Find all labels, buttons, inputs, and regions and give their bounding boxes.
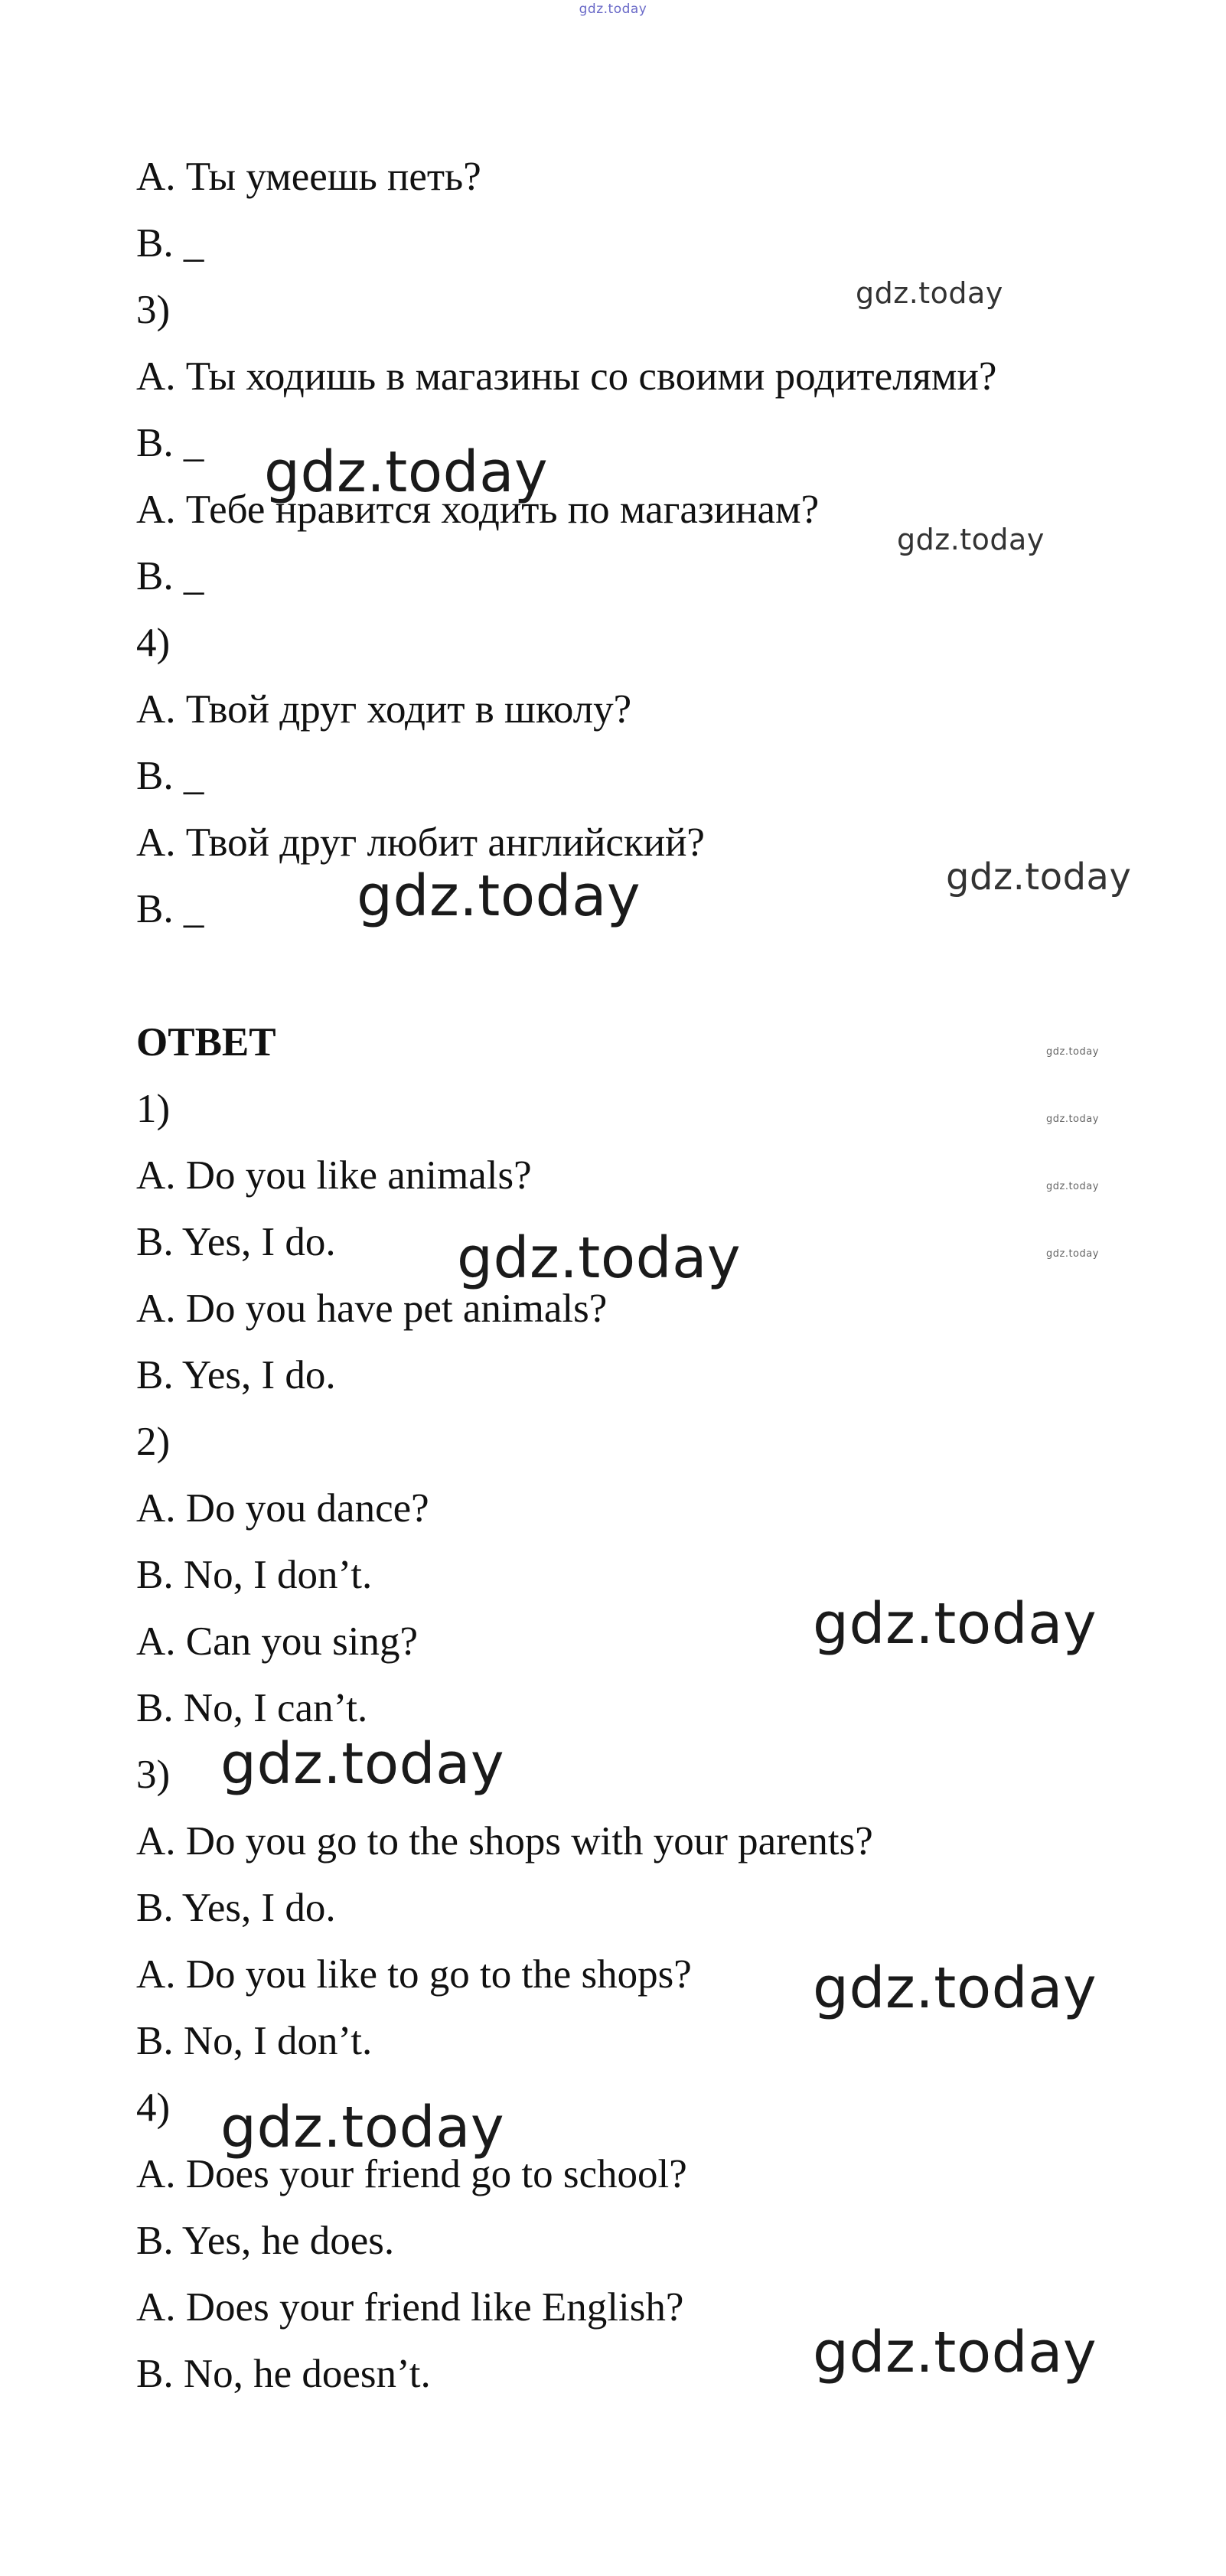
answer-line: 1) [136, 1087, 171, 1131]
question-line: B. _ [136, 221, 204, 266]
question-line: B. _ [136, 421, 204, 465]
answer-line: B. Yes, I do. [136, 1886, 336, 1930]
answer-line: B. No, he doesn’t. [136, 2352, 431, 2396]
question-line: A. Ты ходишь в магазины со своими родителями? [136, 354, 997, 399]
watermark: gdz.today [1046, 1114, 1099, 1125]
watermark: gdz.today [813, 1955, 1097, 2021]
watermark: gdz.today [357, 863, 641, 929]
watermark: gdz.today [1046, 1046, 1099, 1058]
question-line: A. Твой друг любит английский? [136, 820, 705, 865]
answer-line: B. Yes, I do. [136, 1353, 336, 1397]
answer-line: B. No, I can’t. [136, 1686, 368, 1730]
watermark: gdz.today [264, 439, 549, 505]
answer-line: B. Yes, he does. [136, 2219, 395, 2263]
header-watermark: gdz.today [579, 2, 647, 17]
answer-line: A. Does your friend go to school? [136, 2152, 687, 2196]
answer-line: A. Do you go to the shops with your parents? [136, 1819, 873, 1864]
question-line: B. _ [136, 887, 204, 931]
answer-line: A. Can you sing? [136, 1619, 419, 1664]
question-line: A. Тебе нравится ходить по магазинам? [136, 487, 820, 532]
watermark: gdz.today [1046, 1181, 1099, 1192]
watermark: gdz.today [220, 1731, 505, 1797]
question-line: A. Твой друг ходит в школу? [136, 687, 632, 732]
answer-heading: ОТВЕТ [136, 1020, 276, 1065]
watermark: gdz.today [856, 276, 1003, 310]
answer-line: A. Do you like to go to the shops? [136, 1952, 692, 1997]
answer-line: A. Do you have pet animals? [136, 1286, 608, 1331]
watermark: gdz.today [813, 2320, 1097, 2385]
question-line: B. _ [136, 554, 204, 598]
watermark: gdz.today [457, 1225, 742, 1291]
watermark: gdz.today [897, 523, 1045, 556]
watermark: gdz.today [946, 856, 1132, 898]
question-line: A. Ты умеешь петь? [136, 155, 481, 199]
question-line: 4) [136, 621, 171, 665]
watermark: gdz.today [220, 2095, 505, 2160]
answer-line: 3) [136, 1753, 171, 1797]
section-gap [136, 943, 1131, 1009]
watermark: gdz.today [813, 1591, 1097, 1657]
question-line: B. _ [136, 754, 204, 798]
answer-line: B. Yes, I do. [136, 1220, 336, 1264]
watermark: gdz.today [1046, 1248, 1099, 1260]
question-line: 3) [136, 288, 171, 332]
answer-line: A. Do you like animals? [136, 1153, 532, 1198]
answer-line: B. No, I don’t. [136, 2019, 373, 2063]
answer-line: A. Does your friend like English? [136, 2285, 684, 2330]
answer-line: 4) [136, 2085, 171, 2130]
answer-line: 2) [136, 1420, 171, 1464]
answer-line: A. Do you dance? [136, 1486, 429, 1531]
answer-line: B. No, I don’t. [136, 1553, 373, 1597]
